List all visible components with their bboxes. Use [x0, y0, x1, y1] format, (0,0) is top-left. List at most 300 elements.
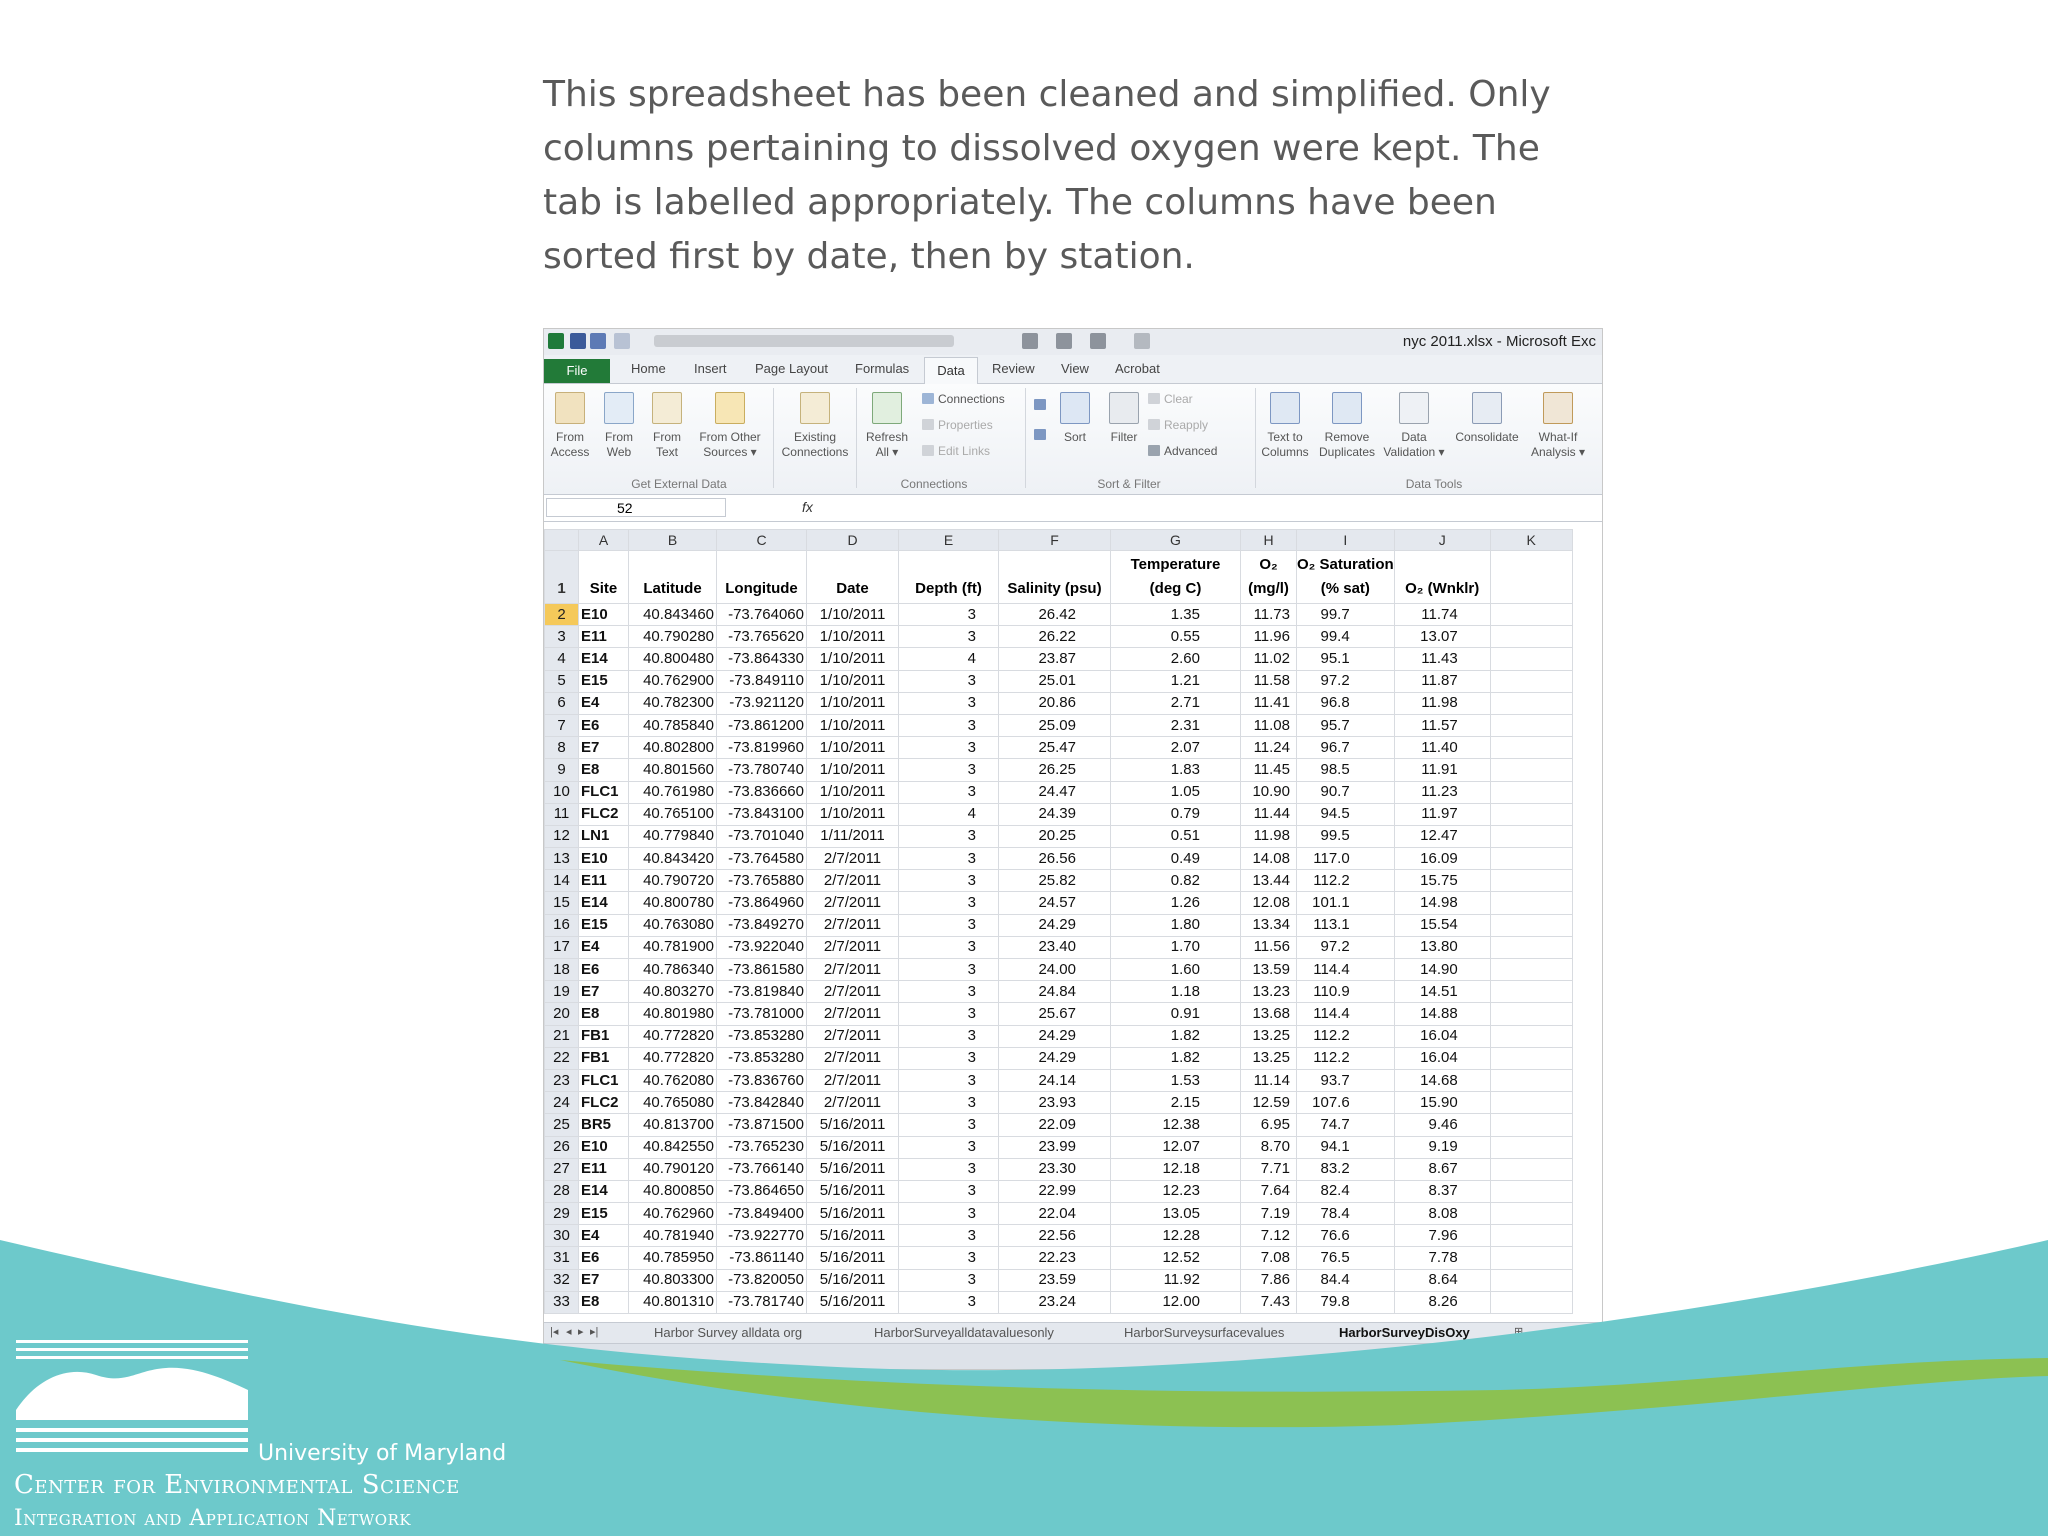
cell-o2-saturation[interactable]: 113.1	[1297, 914, 1395, 936]
cell-o2-saturation[interactable]: 93.7	[1297, 1069, 1395, 1091]
column-header-h[interactable]: H	[1241, 530, 1297, 551]
cell-site[interactable]: E6	[579, 714, 629, 736]
column-header-g[interactable]: G	[1111, 530, 1241, 551]
from-text-button[interactable]	[648, 392, 686, 460]
cell-temperature[interactable]: 2.31	[1111, 714, 1241, 736]
cell-site[interactable]: E8	[579, 1291, 629, 1313]
cell-longitude[interactable]: -73.820050	[717, 1269, 807, 1291]
tab-page-layout[interactable]: Page Layout	[755, 361, 829, 376]
empty-cell[interactable]	[1490, 1092, 1572, 1114]
row-header[interactable]: 22	[545, 1047, 579, 1069]
cell-latitude[interactable]: 40.782300	[629, 692, 717, 714]
column-header-c[interactable]: C	[717, 530, 807, 551]
last-sheet-icon[interactable]: ▸|	[590, 1326, 599, 1338]
sheet-tab-surfacevalues[interactable]: HarborSurveysurfacevalues	[1124, 1325, 1285, 1340]
cell-o2-wnklr[interactable]: 11.91	[1394, 759, 1490, 781]
cell-latitude[interactable]: 40.762080	[629, 1069, 717, 1091]
cell-temperature[interactable]: 2.15	[1111, 1092, 1241, 1114]
cell-o2-wnklr[interactable]: 14.98	[1394, 892, 1490, 914]
cell-o2-mgl[interactable]: 11.24	[1241, 737, 1297, 759]
row-header[interactable]: 2	[545, 604, 579, 626]
cell-longitude[interactable]: -73.849400	[717, 1203, 807, 1225]
toolbar-icon[interactable]	[1022, 333, 1038, 349]
cell-temperature[interactable]: 1.18	[1111, 981, 1241, 1003]
row-header[interactable]: 26	[545, 1136, 579, 1158]
cell-latitude[interactable]: 40.813700	[629, 1114, 717, 1136]
cell-o2-wnklr[interactable]: 15.90	[1394, 1092, 1490, 1114]
empty-cell[interactable]	[1490, 981, 1572, 1003]
toolbar-icon[interactable]	[1134, 333, 1150, 349]
cell-date[interactable]: 5/16/2011	[807, 1136, 899, 1158]
cell-o2-wnklr[interactable]: 11.87	[1394, 670, 1490, 692]
tab-data[interactable]: Data	[924, 357, 978, 385]
cell-o2-mgl[interactable]: 13.25	[1241, 1025, 1297, 1047]
cell-o2-wnklr[interactable]: 11.98	[1394, 692, 1490, 714]
cell-depth[interactable]: 3	[899, 1269, 999, 1291]
column-header-b[interactable]: B	[629, 530, 717, 551]
row-header[interactable]: 12	[545, 825, 579, 847]
header-o2-saturation[interactable]: O₂ Saturation (% sat)	[1297, 551, 1395, 604]
cell-salinity[interactable]: 22.23	[999, 1247, 1111, 1269]
cell-o2-saturation[interactable]: 76.6	[1297, 1225, 1395, 1247]
cell-salinity[interactable]: 26.56	[999, 848, 1111, 870]
cell-o2-saturation[interactable]: 110.9	[1297, 981, 1395, 1003]
cell-depth[interactable]: 3	[899, 1158, 999, 1180]
cell-latitude[interactable]: 40.843460	[629, 604, 717, 626]
cell-site[interactable]: FLC2	[579, 803, 629, 825]
cell-o2-saturation[interactable]: 84.4	[1297, 1269, 1395, 1291]
cell-o2-wnklr[interactable]: 11.57	[1394, 714, 1490, 736]
header-salinity[interactable]: Salinity (psu)	[999, 551, 1111, 604]
cell-latitude[interactable]: 40.843420	[629, 848, 717, 870]
cell-salinity[interactable]: 25.09	[999, 714, 1111, 736]
cell-latitude[interactable]: 40.800480	[629, 648, 717, 670]
sheet-tab-disoxy[interactable]: HarborSurveyDisOxy	[1339, 1325, 1470, 1340]
cell-site[interactable]: E6	[579, 959, 629, 981]
cell-o2-wnklr[interactable]: 11.40	[1394, 737, 1490, 759]
cell-date[interactable]: 1/11/2011	[807, 825, 899, 847]
cell-temperature[interactable]: 1.80	[1111, 914, 1241, 936]
cell-longitude[interactable]: -73.853280	[717, 1047, 807, 1069]
cell-date[interactable]: 1/10/2011	[807, 692, 899, 714]
cell-longitude[interactable]: -73.819840	[717, 981, 807, 1003]
cell-o2-saturation[interactable]: 90.7	[1297, 781, 1395, 803]
cell-site[interactable]: E14	[579, 648, 629, 670]
cell-site[interactable]: E8	[579, 1003, 629, 1025]
cell-o2-mgl[interactable]: 13.68	[1241, 1003, 1297, 1025]
cell-o2-wnklr[interactable]: 14.88	[1394, 1003, 1490, 1025]
empty-cell[interactable]	[1490, 1114, 1572, 1136]
cell-salinity[interactable]: 25.82	[999, 870, 1111, 892]
cell-site[interactable]: E14	[579, 1180, 629, 1202]
cell-latitude[interactable]: 40.803300	[629, 1269, 717, 1291]
cell-o2-mgl[interactable]: 11.02	[1241, 648, 1297, 670]
column-header-f[interactable]: F	[999, 530, 1111, 551]
header-depth[interactable]: Depth (ft)	[899, 551, 999, 604]
cell-salinity[interactable]: 23.30	[999, 1158, 1111, 1180]
first-sheet-icon[interactable]: |◂	[550, 1326, 559, 1338]
row-header[interactable]: 32	[545, 1269, 579, 1291]
cell-o2-saturation[interactable]: 112.2	[1297, 870, 1395, 892]
cell-o2-mgl[interactable]: 7.86	[1241, 1269, 1297, 1291]
cell-longitude[interactable]: -73.780740	[717, 759, 807, 781]
cell-longitude[interactable]: -73.764580	[717, 848, 807, 870]
advanced-button[interactable]	[1148, 444, 1217, 458]
cell-date[interactable]: 2/7/2011	[807, 848, 899, 870]
cell-longitude[interactable]: -73.765880	[717, 870, 807, 892]
cell-depth[interactable]: 3	[899, 1069, 999, 1091]
cell-salinity[interactable]: 25.01	[999, 670, 1111, 692]
cell-o2-wnklr[interactable]: 8.08	[1394, 1203, 1490, 1225]
cell-longitude[interactable]: -73.836760	[717, 1069, 807, 1091]
cell-depth[interactable]: 3	[899, 1291, 999, 1313]
cell-site[interactable]: E4	[579, 936, 629, 958]
undo-icon[interactable]	[590, 333, 606, 349]
prev-sheet-icon[interactable]: ◂	[566, 1326, 572, 1338]
cell-o2-mgl[interactable]: 13.25	[1241, 1047, 1297, 1069]
cell-longitude[interactable]: -73.922770	[717, 1225, 807, 1247]
row-header[interactable]: 8	[545, 737, 579, 759]
row-header[interactable]: 9	[545, 759, 579, 781]
row-header[interactable]: 3	[545, 626, 579, 648]
cell-depth[interactable]: 3	[899, 692, 999, 714]
cell-date[interactable]: 1/10/2011	[807, 737, 899, 759]
empty-cell[interactable]	[1490, 1203, 1572, 1225]
cell-latitude[interactable]: 40.801980	[629, 1003, 717, 1025]
text-to-columns-button[interactable]	[1258, 392, 1312, 460]
cell-longitude[interactable]: -73.701040	[717, 825, 807, 847]
cell-date[interactable]: 1/10/2011	[807, 604, 899, 626]
row-header[interactable]: 10	[545, 781, 579, 803]
header-latitude[interactable]: Latitude	[629, 551, 717, 604]
empty-cell[interactable]	[1490, 737, 1572, 759]
cell-longitude[interactable]: -73.766140	[717, 1158, 807, 1180]
row-header[interactable]: 31	[545, 1247, 579, 1269]
cell-salinity[interactable]: 24.39	[999, 803, 1111, 825]
existing-connections-button[interactable]	[778, 392, 852, 460]
cell-temperature[interactable]: 1.60	[1111, 959, 1241, 981]
cell-temperature[interactable]: 1.82	[1111, 1047, 1241, 1069]
cell-depth[interactable]: 3	[899, 848, 999, 870]
cell-o2-wnklr[interactable]: 8.37	[1394, 1180, 1490, 1202]
cell-o2-wnklr[interactable]: 7.78	[1394, 1247, 1490, 1269]
cell-temperature[interactable]: 1.53	[1111, 1069, 1241, 1091]
cell-o2-saturation[interactable]: 99.7	[1297, 604, 1395, 626]
row-header[interactable]: 1	[545, 551, 579, 604]
cell-date[interactable]: 2/7/2011	[807, 1069, 899, 1091]
column-header-d[interactable]: D	[807, 530, 899, 551]
cell-site[interactable]: FLC2	[579, 1092, 629, 1114]
cell-o2-wnklr[interactable]: 11.97	[1394, 803, 1490, 825]
cell-temperature[interactable]: 0.82	[1111, 870, 1241, 892]
cell-latitude[interactable]: 40.801310	[629, 1291, 717, 1313]
cell-salinity[interactable]: 20.25	[999, 825, 1111, 847]
cell-depth[interactable]: 3	[899, 626, 999, 648]
cell-o2-mgl[interactable]: 13.34	[1241, 914, 1297, 936]
row-header[interactable]: 18	[545, 959, 579, 981]
column-header-i[interactable]: I	[1297, 530, 1395, 551]
cell-o2-saturation[interactable]: 112.2	[1297, 1047, 1395, 1069]
cell-temperature[interactable]: 1.83	[1111, 759, 1241, 781]
cell-depth[interactable]: 4	[899, 803, 999, 825]
cell-date[interactable]: 5/16/2011	[807, 1225, 899, 1247]
cell-temperature[interactable]: 1.35	[1111, 604, 1241, 626]
cell-site[interactable]: E4	[579, 1225, 629, 1247]
cell-latitude[interactable]: 40.779840	[629, 825, 717, 847]
cell-o2-wnklr[interactable]: 15.54	[1394, 914, 1490, 936]
cell-latitude[interactable]: 40.781940	[629, 1225, 717, 1247]
cell-temperature[interactable]: 1.82	[1111, 1025, 1241, 1047]
cell-site[interactable]: E15	[579, 914, 629, 936]
row-header[interactable]: 20	[545, 1003, 579, 1025]
empty-cell[interactable]	[1490, 914, 1572, 936]
cell-o2-saturation[interactable]: 97.2	[1297, 670, 1395, 692]
tab-home[interactable]: Home	[631, 361, 666, 376]
cell-o2-saturation[interactable]: 107.6	[1297, 1092, 1395, 1114]
cell-site[interactable]: E10	[579, 604, 629, 626]
column-header-a[interactable]: A	[579, 530, 629, 551]
sort-button[interactable]	[1056, 392, 1094, 445]
empty-cell[interactable]	[1490, 604, 1572, 626]
cell-salinity[interactable]: 23.99	[999, 1136, 1111, 1158]
cell-o2-wnklr[interactable]: 9.19	[1394, 1136, 1490, 1158]
cell-site[interactable]: E14	[579, 892, 629, 914]
cell-o2-wnklr[interactable]: 14.51	[1394, 981, 1490, 1003]
next-sheet-icon[interactable]: ▸	[578, 1326, 584, 1338]
empty-cell[interactable]	[1490, 781, 1572, 803]
cell-longitude[interactable]: -73.819960	[717, 737, 807, 759]
cell-date[interactable]: 1/10/2011	[807, 714, 899, 736]
empty-cell[interactable]	[1490, 1025, 1572, 1047]
reapply-button[interactable]	[1148, 418, 1208, 432]
cell-depth[interactable]: 3	[899, 670, 999, 692]
cell-o2-wnklr[interactable]: 11.43	[1394, 648, 1490, 670]
clear-button[interactable]	[1148, 392, 1193, 406]
column-header-j[interactable]: J	[1394, 530, 1490, 551]
cell-depth[interactable]: 3	[899, 870, 999, 892]
cell-latitude[interactable]: 40.800780	[629, 892, 717, 914]
cell-o2-mgl[interactable]: 11.45	[1241, 759, 1297, 781]
tab-insert[interactable]: Insert	[694, 361, 727, 376]
row-header[interactable]: 5	[545, 670, 579, 692]
cell-o2-mgl[interactable]: 7.12	[1241, 1225, 1297, 1247]
cell-salinity[interactable]: 22.09	[999, 1114, 1111, 1136]
cell-salinity[interactable]: 23.24	[999, 1291, 1111, 1313]
cell-o2-saturation[interactable]: 112.2	[1297, 1025, 1395, 1047]
empty-cell[interactable]	[1490, 714, 1572, 736]
cell-date[interactable]: 1/10/2011	[807, 781, 899, 803]
row-header[interactable]: 30	[545, 1225, 579, 1247]
cell-depth[interactable]: 3	[899, 1047, 999, 1069]
cell-o2-mgl[interactable]: 12.59	[1241, 1092, 1297, 1114]
cell-o2-mgl[interactable]: 7.43	[1241, 1291, 1297, 1313]
cell-o2-saturation[interactable]: 79.8	[1297, 1291, 1395, 1313]
row-header[interactable]: 15	[545, 892, 579, 914]
cell-site[interactable]: E10	[579, 1136, 629, 1158]
cell-depth[interactable]: 3	[899, 914, 999, 936]
save-icon[interactable]	[570, 333, 586, 349]
cell-o2-wnklr[interactable]: 11.23	[1394, 781, 1490, 803]
cell-o2-mgl[interactable]: 11.96	[1241, 626, 1297, 648]
cell-temperature[interactable]: 12.38	[1111, 1114, 1241, 1136]
row-header[interactable]: 16	[545, 914, 579, 936]
empty-cell[interactable]	[1490, 936, 1572, 958]
cell-salinity[interactable]: 23.59	[999, 1269, 1111, 1291]
column-header-k[interactable]: K	[1490, 530, 1572, 551]
cell-o2-mgl[interactable]: 11.08	[1241, 714, 1297, 736]
cell-date[interactable]: 2/7/2011	[807, 892, 899, 914]
cell-longitude[interactable]: -73.864960	[717, 892, 807, 914]
cell-site[interactable]: E6	[579, 1247, 629, 1269]
cell-site[interactable]: E7	[579, 981, 629, 1003]
cell-temperature[interactable]: 12.28	[1111, 1225, 1241, 1247]
cell-date[interactable]: 1/10/2011	[807, 626, 899, 648]
empty-cell[interactable]	[1490, 1003, 1572, 1025]
cell-site[interactable]: FB1	[579, 1025, 629, 1047]
tab-view[interactable]: View	[1061, 361, 1089, 376]
cell-date[interactable]: 1/10/2011	[807, 803, 899, 825]
cell-o2-wnklr[interactable]: 14.90	[1394, 959, 1490, 981]
cell-date[interactable]: 1/10/2011	[807, 670, 899, 692]
cell-salinity[interactable]: 24.29	[999, 1047, 1111, 1069]
cell-date[interactable]: 2/7/2011	[807, 1003, 899, 1025]
cell-salinity[interactable]: 24.14	[999, 1069, 1111, 1091]
cell-o2-saturation[interactable]: 97.2	[1297, 936, 1395, 958]
from-other-sources-button[interactable]	[694, 392, 766, 460]
cell-salinity[interactable]: 20.86	[999, 692, 1111, 714]
cell-site[interactable]: E11	[579, 1158, 629, 1180]
cell-temperature[interactable]: 2.60	[1111, 648, 1241, 670]
cell-o2-saturation[interactable]: 94.1	[1297, 1136, 1395, 1158]
cell-salinity[interactable]: 24.57	[999, 892, 1111, 914]
cell-date[interactable]: 5/16/2011	[807, 1114, 899, 1136]
cell-latitude[interactable]: 40.785840	[629, 714, 717, 736]
cell-o2-wnklr[interactable]: 13.80	[1394, 936, 1490, 958]
sort-az-button[interactable]	[1034, 398, 1050, 412]
cell-o2-mgl[interactable]: 14.08	[1241, 848, 1297, 870]
cell-salinity[interactable]: 23.40	[999, 936, 1111, 958]
cell-depth[interactable]: 3	[899, 737, 999, 759]
cell-longitude[interactable]: -73.781000	[717, 1003, 807, 1025]
cell-o2-wnklr[interactable]: 13.07	[1394, 626, 1490, 648]
cell-depth[interactable]: 3	[899, 981, 999, 1003]
cell-date[interactable]: 2/7/2011	[807, 870, 899, 892]
row-header[interactable]: 33	[545, 1291, 579, 1313]
cell-depth[interactable]: 3	[899, 781, 999, 803]
cell-longitude[interactable]: -73.781740	[717, 1291, 807, 1313]
cell-depth[interactable]: 3	[899, 1203, 999, 1225]
cell-salinity[interactable]: 24.00	[999, 959, 1111, 981]
cell-o2-mgl[interactable]: 13.44	[1241, 870, 1297, 892]
cell-depth[interactable]: 3	[899, 1180, 999, 1202]
empty-cell[interactable]	[1490, 870, 1572, 892]
cell-o2-saturation[interactable]: 83.2	[1297, 1158, 1395, 1180]
cell-longitude[interactable]: -73.849110	[717, 670, 807, 692]
row-header[interactable]: 17	[545, 936, 579, 958]
tab-review[interactable]: Review	[992, 361, 1035, 376]
cell-depth[interactable]: 3	[899, 1003, 999, 1025]
empty-cell[interactable]	[1490, 1180, 1572, 1202]
cell-temperature[interactable]: 1.26	[1111, 892, 1241, 914]
cell-date[interactable]: 5/16/2011	[807, 1269, 899, 1291]
cell-salinity[interactable]: 22.04	[999, 1203, 1111, 1225]
cell-o2-mgl[interactable]: 13.23	[1241, 981, 1297, 1003]
cell-temperature[interactable]: 0.49	[1111, 848, 1241, 870]
cell-o2-wnklr[interactable]: 9.46	[1394, 1114, 1490, 1136]
cell-site[interactable]: E15	[579, 1203, 629, 1225]
cell-temperature[interactable]: 2.07	[1111, 737, 1241, 759]
cell-o2-saturation[interactable]: 94.5	[1297, 803, 1395, 825]
cell-date[interactable]: 1/10/2011	[807, 759, 899, 781]
cell-longitude[interactable]: -73.861580	[717, 959, 807, 981]
empty-cell[interactable]	[1490, 1047, 1572, 1069]
cell-o2-mgl[interactable]: 11.44	[1241, 803, 1297, 825]
toolbar-icon[interactable]	[1056, 333, 1072, 349]
cell-site[interactable]: E11	[579, 870, 629, 892]
cell-o2-mgl[interactable]: 13.59	[1241, 959, 1297, 981]
cell-date[interactable]: 2/7/2011	[807, 914, 899, 936]
cell-latitude[interactable]: 40.800850	[629, 1180, 717, 1202]
cell-temperature[interactable]: 0.91	[1111, 1003, 1241, 1025]
cell-depth[interactable]: 3	[899, 759, 999, 781]
cell-site[interactable]: FB1	[579, 1047, 629, 1069]
cell-longitude[interactable]: -73.765230	[717, 1136, 807, 1158]
row-header[interactable]: 21	[545, 1025, 579, 1047]
cell-latitude[interactable]: 40.761980	[629, 781, 717, 803]
row-header[interactable]: 7	[545, 714, 579, 736]
cell-latitude[interactable]: 40.762960	[629, 1203, 717, 1225]
cell-latitude[interactable]: 40.772820	[629, 1047, 717, 1069]
cell-o2-wnklr[interactable]: 7.96	[1394, 1225, 1490, 1247]
cell-salinity[interactable]: 24.29	[999, 914, 1111, 936]
cell-latitude[interactable]: 40.772820	[629, 1025, 717, 1047]
cell-salinity[interactable]: 24.47	[999, 781, 1111, 803]
cell-o2-wnklr[interactable]: 8.64	[1394, 1269, 1490, 1291]
empty-cell[interactable]	[1490, 648, 1572, 670]
what-if-analysis-button[interactable]	[1528, 392, 1588, 460]
properties-button[interactable]	[922, 418, 993, 432]
cell-latitude[interactable]: 40.802800	[629, 737, 717, 759]
cell-longitude[interactable]: -73.765620	[717, 626, 807, 648]
cell-salinity[interactable]: 23.93	[999, 1092, 1111, 1114]
cell-latitude[interactable]: 40.765080	[629, 1092, 717, 1114]
header-o2-mgl[interactable]: O₂ (mg/l)	[1241, 551, 1297, 604]
row-header[interactable]: 11	[545, 803, 579, 825]
row-header[interactable]: 4	[545, 648, 579, 670]
cell-temperature[interactable]: 12.52	[1111, 1247, 1241, 1269]
cell-salinity[interactable]: 26.25	[999, 759, 1111, 781]
cell-longitude[interactable]: -73.843100	[717, 803, 807, 825]
cell-date[interactable]: 2/7/2011	[807, 959, 899, 981]
cell-longitude[interactable]: -73.922040	[717, 936, 807, 958]
empty-cell[interactable]	[1490, 1069, 1572, 1091]
cell-depth[interactable]: 4	[899, 648, 999, 670]
cell-latitude[interactable]: 40.762900	[629, 670, 717, 692]
row-header[interactable]: 14	[545, 870, 579, 892]
cell-o2-wnklr[interactable]: 14.68	[1394, 1069, 1490, 1091]
cell-salinity[interactable]: 22.99	[999, 1180, 1111, 1202]
header-longitude[interactable]: Longitude	[717, 551, 807, 604]
cell-longitude[interactable]: -73.921120	[717, 692, 807, 714]
remove-duplicates-button[interactable]	[1316, 392, 1378, 460]
row-header[interactable]: 13	[545, 848, 579, 870]
cell-latitude[interactable]: 40.785950	[629, 1247, 717, 1269]
cell-o2-saturation[interactable]: 99.4	[1297, 626, 1395, 648]
row-header[interactable]: 6	[545, 692, 579, 714]
cell-depth[interactable]: 3	[899, 825, 999, 847]
cell-o2-wnklr[interactable]: 8.67	[1394, 1158, 1490, 1180]
cell-salinity[interactable]: 26.22	[999, 626, 1111, 648]
